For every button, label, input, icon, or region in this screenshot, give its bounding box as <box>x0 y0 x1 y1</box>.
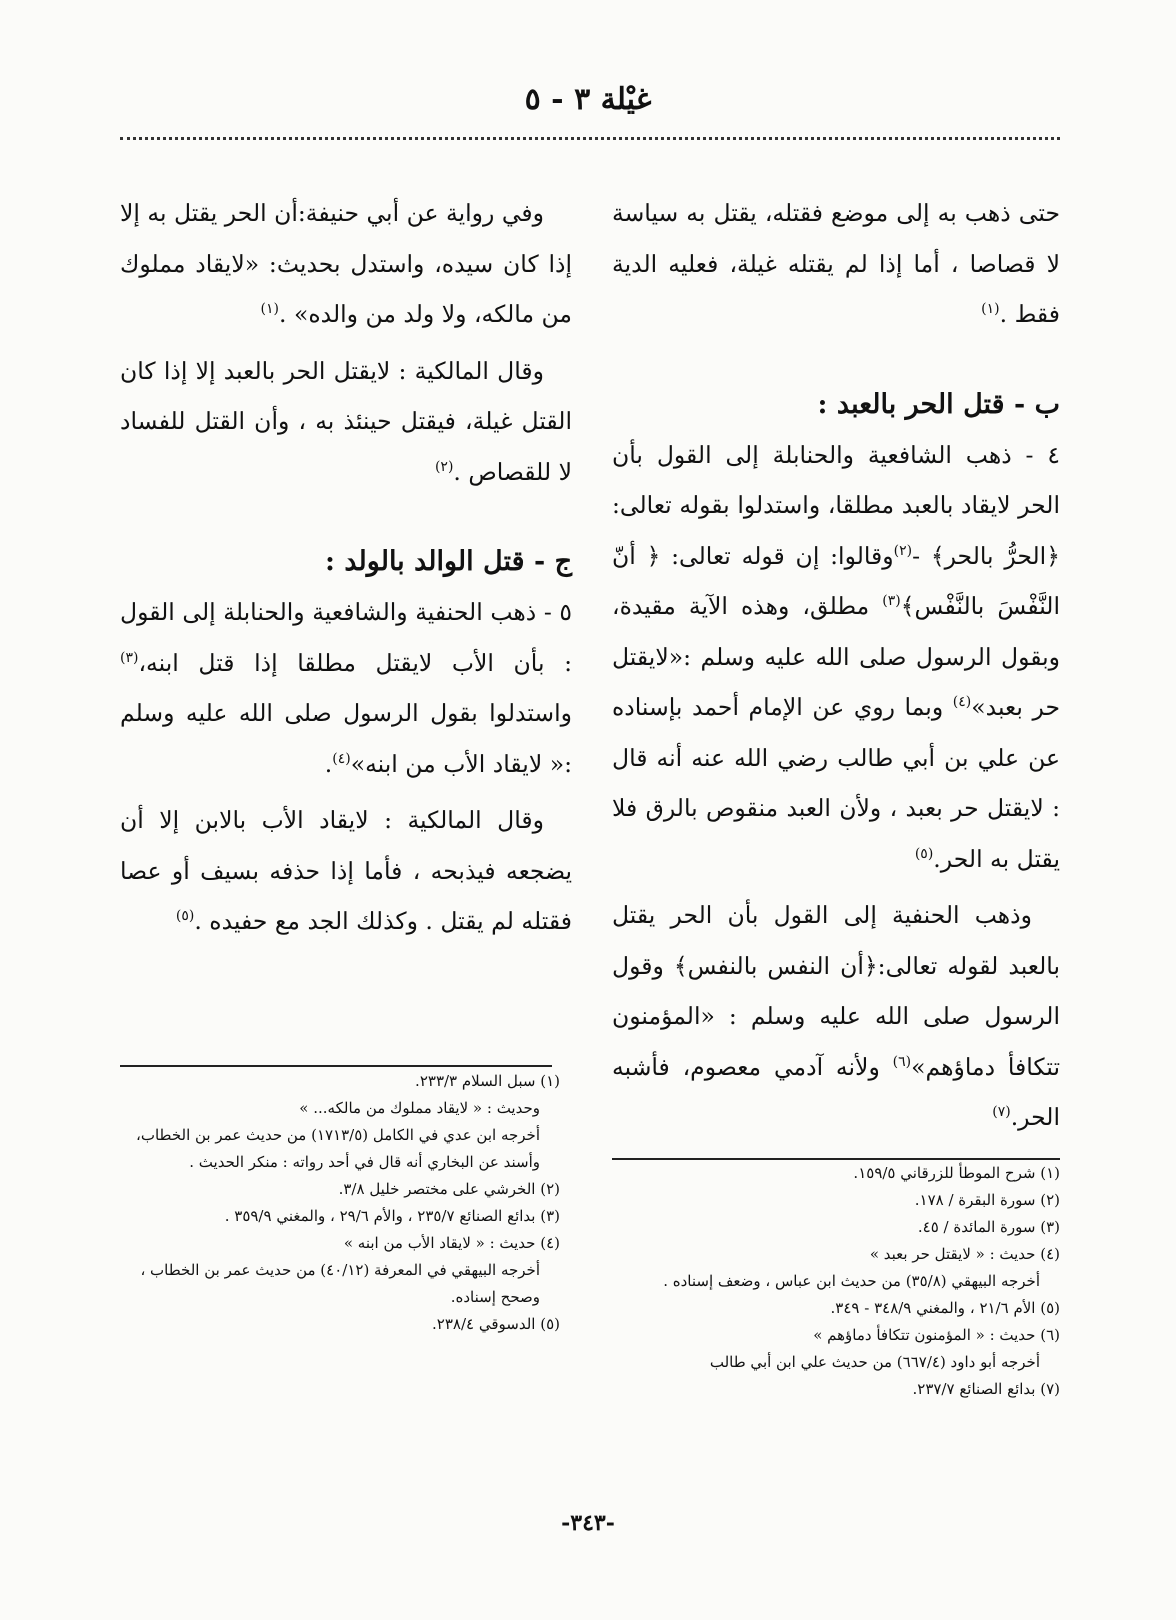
section-heading-b: ب - قتل الحر بالعبد : <box>817 388 1060 420</box>
footnote-ref: (٢) <box>434 458 454 475</box>
right-column <box>612 188 1060 1149</box>
footnote: (٤) حديث : « لايقتل حر بعبد » <box>869 1245 1060 1263</box>
paragraph-text: ٥ - ذهب الحنفية والشافعية والحنابلة إلى القول : بأن الأب لايقتل مطلقا إذا قتل ابنه، <box>120 598 572 677</box>
footnote: (٣) سورة المائدة / ٤٥. <box>917 1218 1060 1236</box>
footnote-ref: (٦) <box>892 1053 912 1070</box>
paragraph-text: وذهب الحنفية إلى القول بأن الحر يقتل بالعبد لقوله تعالى:﴿أن النفس بالنفس﴾ وقول الرسول صلى الله عليه وسلم : «المؤمنون تتكافأ دماؤهم» <box>612 901 1060 1081</box>
footnote-detail: أخرجه البيهقي (٣٥/٨) من حديث ابن عباس ، وضعف إسناده . <box>663 1272 1040 1290</box>
paragraph-text: وقالوا: إن قوله تعالى: ﴿ أنّ النَّفْسَ بالنَّفْس﴾ <box>612 541 1060 620</box>
footnote-ref: (٤) <box>332 750 351 767</box>
footnote-ref: (٥) <box>914 845 934 862</box>
footnotes-right <box>612 1160 1060 1403</box>
footnote: (٢) سورة البقرة / ١٧٨. <box>914 1191 1060 1209</box>
footnote: (٧) بدائع الصنائع ٢٣٧/٧. <box>912 1380 1060 1398</box>
paragraph <box>612 890 1060 1143</box>
paragraph-text: ٤ - ذهب الشافعية والحنابلة إلى القول بأن الحر لايقاد بالعبد مطلقا، واستدلوا بقوله تعالى:﴿الحرُّ بالحر﴾ - <box>612 440 1060 570</box>
paragraph-text: وقال المالكية : لايقاد الأب بالابن إلا أن يضجعه فيذبحه ، فأما إذا حذفه بسيف أو عصا فقتله لم يقتل . وكذلك الجد مع حفيده . <box>120 806 572 935</box>
paragraph-text: . <box>324 749 333 778</box>
footnotes-left <box>120 1068 560 1338</box>
footnote: (١) سبل السلام ٢٣٣/٣. <box>415 1072 560 1090</box>
footnote-ref: (٤) <box>952 694 972 711</box>
footnote: (٥) الدسوقي ٢٣٨/٤. <box>432 1315 560 1333</box>
paragraph-text: مطلق، وهذه الآية مقيدة، وبقول الرسول صلى الله عليه وسلم :«لايقتل حر بعبد» <box>612 592 1060 721</box>
footnote-separator <box>120 1065 552 1067</box>
footnote-detail: وحديث : « لايقاد مملوك من مالكه... » <box>299 1099 540 1117</box>
paragraph-text: وفي رواية عن أبي حنيفة:أن الحر يقتل به إلا إذا كان سيده، واستدل بحديث: «لايقاد مملوك من مالكه، ولا ولد من والده» . <box>120 199 572 328</box>
footnote-ref: (٣) <box>120 649 139 666</box>
footnote: (٤) حديث : « لايقاد الأب من ابنه » <box>343 1234 560 1252</box>
paragraph-text: ولأنه آدمي معصوم، فأشبه الحر. <box>612 1052 1060 1131</box>
footnote: (١) شرح الموطأ للزرقاني ١٥٩/٥. <box>853 1164 1060 1182</box>
footnote-ref: (٧) <box>992 1104 1011 1121</box>
footnote: (٦) حديث : « المؤمنون تتكافأ دماؤهم » <box>813 1326 1060 1344</box>
footnote: (٣) بدائع الصنائع ٢٣٥/٧ ، والأم ٢٩/٦ ، والمغني ٣٥٩/٩ . <box>224 1207 560 1225</box>
footnote: (٥) الأم ٢١/٦ ، والمغني ٣٤٨/٩ - ٣٤٩. <box>830 1299 1060 1317</box>
paragraph <box>120 346 572 498</box>
footnote: (٢) الخرشي على مختصر خليل ٣/٨. <box>338 1180 560 1198</box>
page-number: -٣٤٣- <box>561 1510 615 1536</box>
running-header: غيْلة ٣ - ٥ <box>524 82 652 117</box>
footnote-ref: (١) <box>260 301 280 318</box>
footnote-ref: (٢) <box>893 542 913 559</box>
footnote-detail: أخرجه أبو داود (٦٦٧/٤) من حديث علي ابن أبي طالب <box>709 1353 1040 1371</box>
footnote-ref: (٣) <box>882 593 901 610</box>
paragraph <box>120 188 572 340</box>
paragraph <box>120 587 572 789</box>
paragraph-text: حتى ذهب به إلى موضع فقتله، يقتل به سياسة لا قصاصا ، أما إذا لم يقتله غيلة، فعليه الدية فقط . <box>612 199 1060 328</box>
header-dotted-divider <box>120 137 1060 140</box>
footnote-ref: (١) <box>981 301 1000 318</box>
section-heading-c: ج - قتل الوالد بالولد : <box>325 546 572 577</box>
paragraph <box>120 795 572 947</box>
footnote-ref: (٥) <box>175 908 195 925</box>
left-column <box>120 188 572 953</box>
paragraph <box>612 430 1060 885</box>
footnote-detail: أخرجه ابن عدي في الكامل (١٧١٣/٥) من حديث عمر بن الخطاب، وأسند عن البخاري أنه قال في أحد رواته : منكر الحديث . <box>135 1126 540 1171</box>
paragraph-text: وبما روي عن الإمام أحمد بإسناده عن علي بن أبي طالب رضي الله عنه أنه قال : لايقتل حر بعبد ، ولأن العبد منقوص بالرق فلا يقتل به الحر. <box>612 693 1060 873</box>
paragraph-text: واستدلوا بقول الرسول صلى الله عليه وسلم :« لايقاد الأب من ابنه» <box>120 699 572 778</box>
paragraph <box>612 188 1060 340</box>
footnote-detail: أخرجه البيهقي في المعرفة (٤٠/١٢) من حديث عمر بن الخطاب ، وصحح إسناده. <box>140 1261 540 1306</box>
paragraph-text: وقال المالكية : لايقتل الحر بالعبد إلا إذا كان القتل غيلة، فيقتل حينئذ به ، وأن القتل للفساد لا للقصاص . <box>120 356 572 486</box>
